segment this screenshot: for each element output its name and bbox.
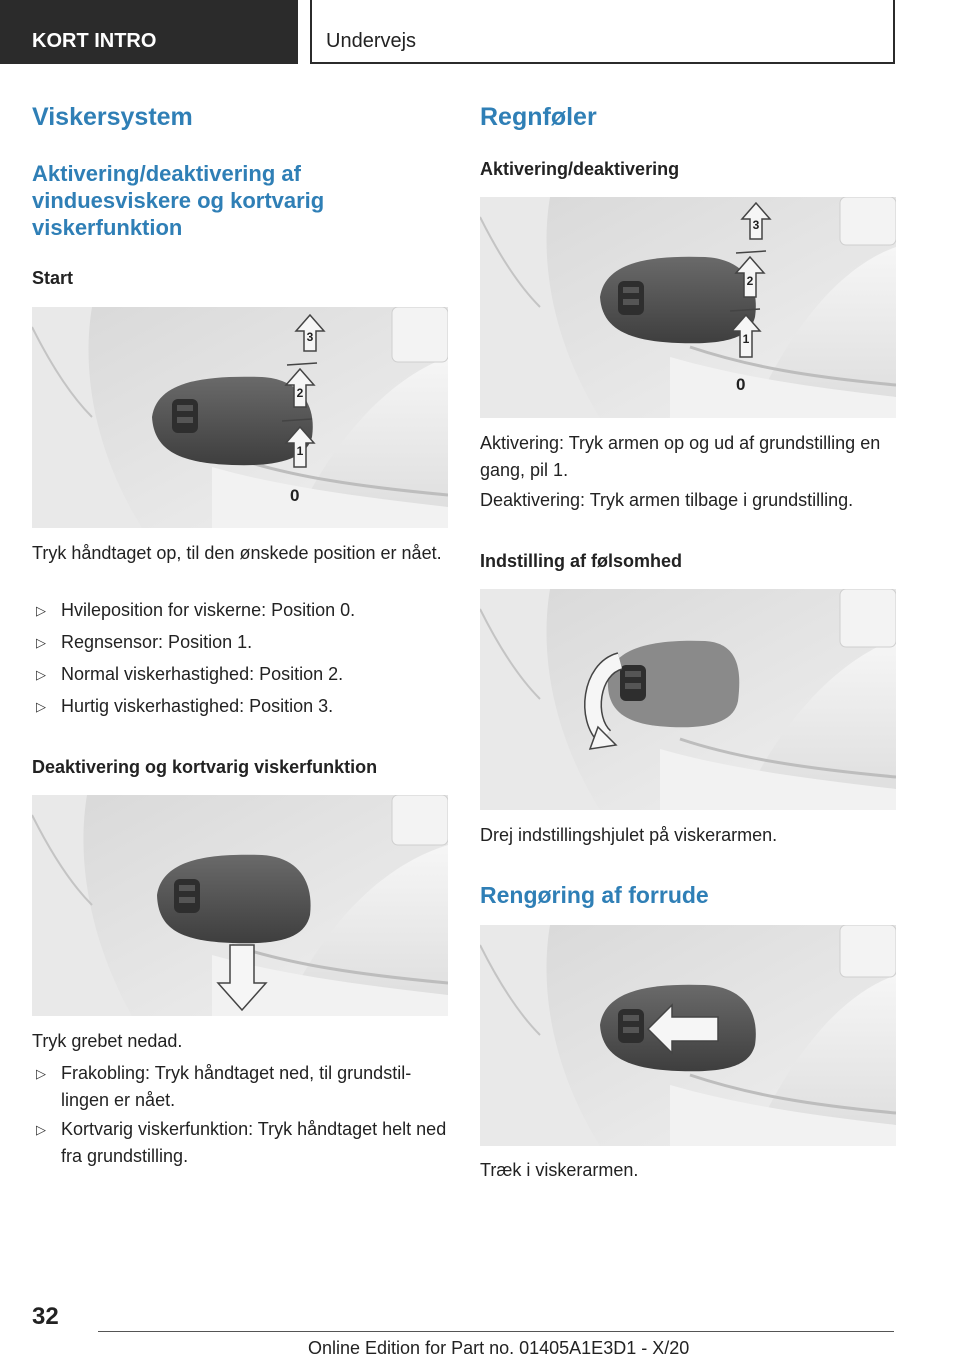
label-pos0: 0 [736,375,746,394]
section-title-viskersystem: Viskersystem [32,103,193,131]
header-section-tab [0,0,298,64]
triangle-bullet-icon: ▷ [36,635,46,650]
list-item: ▷ Hurtig viskerhastighed: Position 3. [32,693,448,720]
footer-divider [98,1331,894,1332]
label-pos2: 2 [296,386,304,400]
label-pos3: 3 [752,218,760,232]
label-pos2: 2 [746,274,754,288]
figure-wiper-stalk-down [32,795,448,1016]
label-pos1: 1 [296,444,304,458]
heading-start: Start [32,268,74,288]
figure-rain-sensor-positions [480,197,896,418]
figure-wiper-stalk-positions [32,307,448,528]
subsection-title-activation: Aktivering/deaktivering af vinduesviskere og kortvarig viskerfunktion [32,161,325,240]
deactivation-text: Deaktivering: Tryk armen tilbage i grundstilling. [480,490,854,510]
heading-activation-deactivation: Aktivering/deaktivering [480,159,680,179]
header-section-label: KORT INTRO [32,30,157,52]
triangle-bullet-icon: ▷ [36,1122,46,1137]
section-title-cleaning: Rengøring af forrude [480,882,709,908]
header-chapter-tab [310,0,895,64]
sensitivity-text: Drej indstillingshjulet på viskerarmen. [480,825,778,845]
triangle-bullet-icon: ▷ [36,1066,46,1081]
triangle-bullet-icon: ▷ [36,667,46,682]
list-item: ▷ Hvileposition for viskerne: Position 0. [32,597,448,624]
label-pos1: 1 [742,332,750,346]
label-pos0: 0 [290,486,300,505]
triangle-bullet-icon: ▷ [36,699,46,714]
section-title-regnfoler: Regnføler [480,103,597,131]
deact-text: Tryk grebet nedad. [32,1031,183,1051]
start-text: Tryk håndtaget op, til den ønskede position er nået. [32,543,442,563]
page-number: 32 [32,1303,59,1330]
label-pos3: 3 [306,330,314,344]
list-item: ▷ Regnsensor: Position 1. [32,629,448,656]
list-item: ▷ Kortvarig viskerfunktion: Tryk håndtaget helt ned fra grundstilling. [32,1116,448,1170]
triangle-bullet-icon: ▷ [36,603,46,618]
list-item: ▷ Normal viskerhastighed: Position 2. [32,661,448,688]
cleaning-text: Træk i viskerarmen. [480,1160,639,1180]
activation-text: Aktivering: Tryk armen op og ud af grundstilling en gang, pil 1. [480,433,881,480]
heading-deactivation: Deaktivering og kortvarig viskerfunktion [32,757,378,777]
footer-edition: Online Edition for Part no. 01405A1E3D1 - X/20 [308,1338,690,1358]
figure-sensitivity-wheel [480,589,896,810]
figure-windshield-cleaning [480,925,896,1146]
heading-sensitivity: Indstilling af følsomhed [480,551,682,571]
header-chapter-label: Undervejs [326,30,417,52]
list-item: ▷ Frakobling: Tryk håndtaget ned, til grundstil-lingen er nået. [32,1060,448,1114]
